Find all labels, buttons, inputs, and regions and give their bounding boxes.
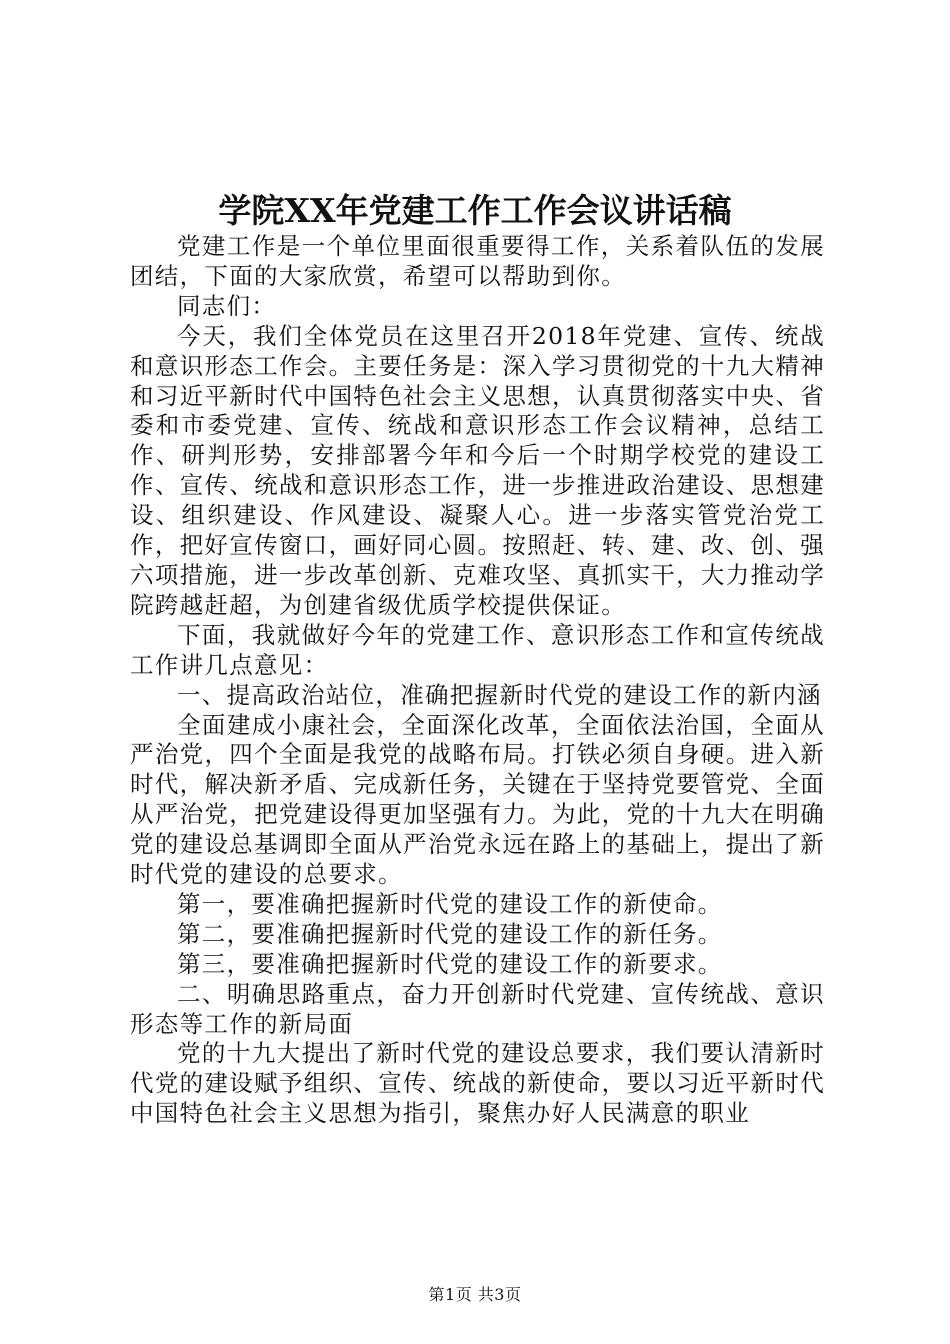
document-body [130,232,825,1129]
paragraph-transition: 下面，我就做好今年的党建工作、意识形态工作和宣传统战工作讲几点意见： [130,620,825,679]
paragraph-opening: 今天，我们全体党员在这里召开2018年党建、宣传、统战和意识形态工作会。主要任务是：深入学习贯彻党的十九大精神和习近平新时代中国特色社会主义思想，认真贯彻落实中央、省委和市委党建、宣传、统战和意识形态工作会议精神，总结工作、研判形势，安排部署今年和今后一个时期学校党的建设工作、宣传、统战和意识形态工作，进一步推进政治建设、思想建设、组织建设、作风建设、凝聚人心。进一步落实管党治党工作，把好宣传窗口，画好同心圆。按照赶、转、建、改、创、强六项措施，进一步改革创新、克难攻坚、真抓实干，大力推动学院跨越赶超，为创建省级优质学校提供保证。 [130,321,825,619]
point-first: 第一，要准确把握新时代党的建设工作的新使命。 [177,889,723,918]
paragraph-section-2: 党的十九大提出了新时代党的建设总要求，我们要认清新时代党的建设赋予组织、宣传、统战的新使命，要以习近平新时代中国特色社会主义思想为指引，聚焦办好人民满意的职业 [130,1039,825,1128]
section-heading-1: 一、提高政治站位，准确把握新时代党的建设工作的新内涵 [177,680,822,709]
page-number-footer: 第1页 共3页 [428,1285,522,1304]
paragraph-intro: 党建工作是一个单位里面很重要得工作，关系着队伍的发展团结，下面的大家欣赏，希望可以帮助到你。 [130,232,825,290]
document-title: 学院XX年党建工作工作会议讲话稿 [218,191,732,230]
paragraph-salutation: 同志们： [177,291,277,320]
point-third: 第三，要准确把握新时代党的建设工作的新要求。 [177,949,723,978]
point-second: 第二，要准确把握新时代党的建设工作的新任务。 [177,919,723,948]
paragraph-section-1: 全面建成小康社会，全面深化改革，全面依法治国，全面从严治党，四个全面是我党的战略布局。打铁必须自身硬。进入新时代，解决新矛盾、完成新任务，关键在于坚持党要管党、全面从严治党，把党建设得更加坚强有力。为此，党的十九大在明确党的建设总基调即全面从严治党永远在路上的基础上，提出了新时代党的建设的总要求。 [130,710,825,889]
section-heading-2: 二、明确思路重点，奋力开创新时代党建、宣传统战、意识形态等工作的新局面 [130,979,825,1038]
